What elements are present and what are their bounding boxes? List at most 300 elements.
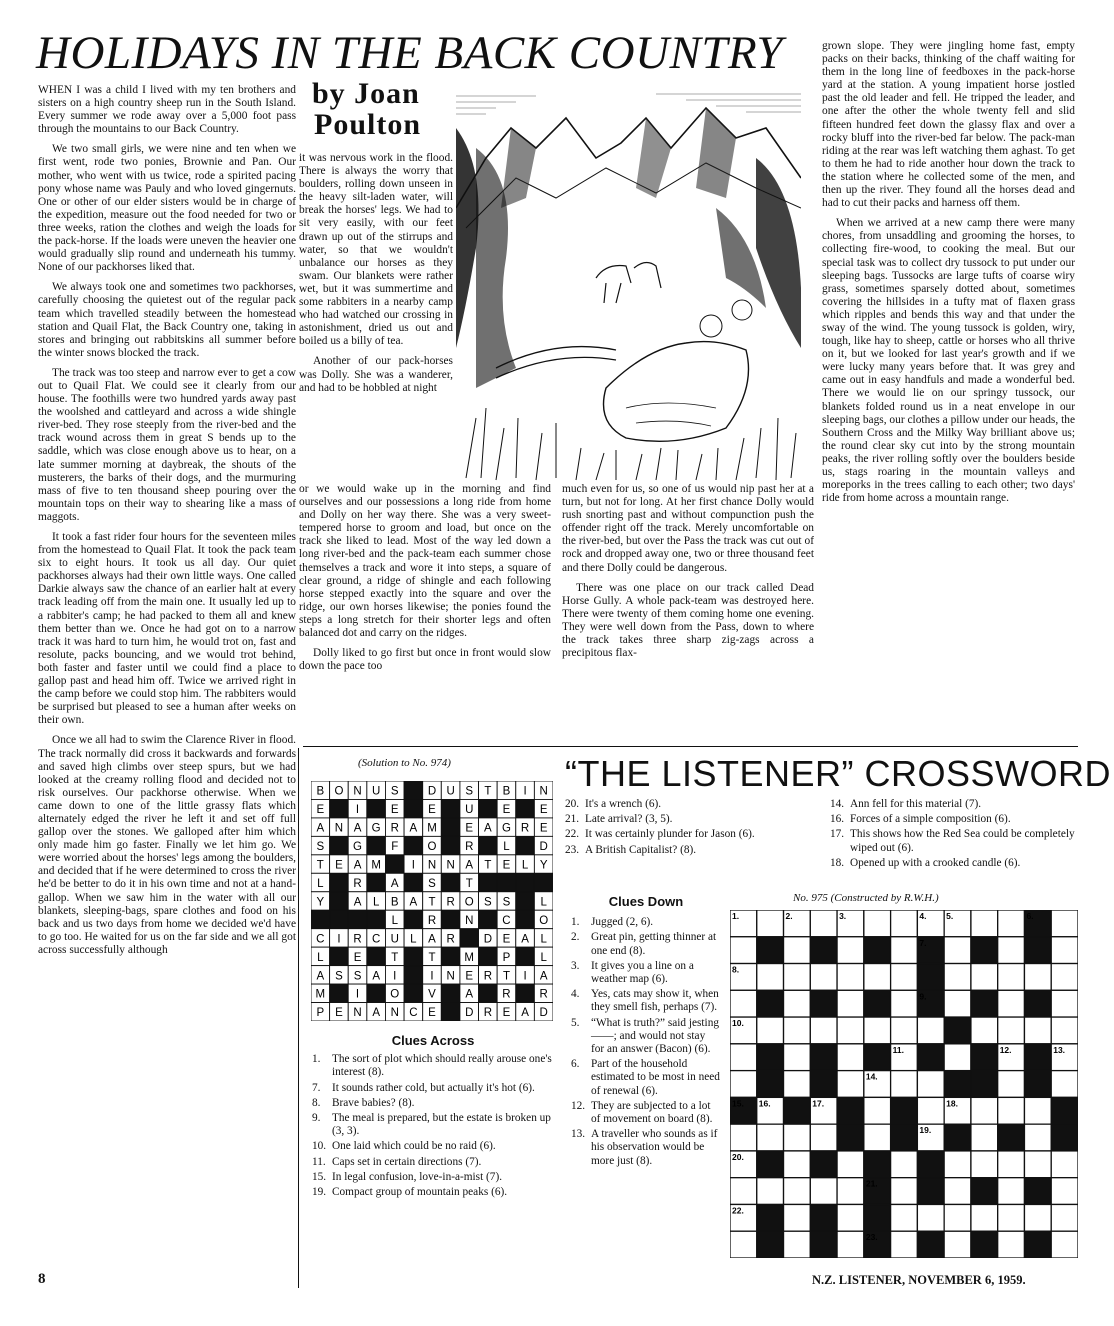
clue-text: One laid which could be no raid (6). xyxy=(332,1140,496,1153)
puzzle-cell[interactable] xyxy=(998,1204,1025,1231)
puzzle-cell[interactable] xyxy=(757,910,784,937)
puzzle-block xyxy=(1024,1071,1051,1098)
puzzle-cell[interactable] xyxy=(784,1151,811,1178)
clue-number: 2. xyxy=(571,931,580,944)
solution-letter: I xyxy=(337,933,341,946)
puzzle-cell[interactable] xyxy=(917,1204,944,1231)
puzzle-cell[interactable] xyxy=(944,1178,971,1205)
puzzle-block xyxy=(810,937,837,964)
solution-letter: S xyxy=(316,841,325,854)
puzzle-block xyxy=(837,1124,864,1151)
clues-across-panel xyxy=(312,1034,554,1201)
clue-item xyxy=(312,1171,554,1184)
clue-number: 13. xyxy=(571,1128,586,1141)
clue-number: 16. xyxy=(830,813,845,826)
solution-letter: T xyxy=(465,877,473,890)
puzzle-block xyxy=(757,1044,784,1071)
solution-letter: D xyxy=(539,1007,548,1020)
puzzle-cell[interactable] xyxy=(757,964,784,991)
puzzle-cell[interactable] xyxy=(810,1124,837,1151)
puzzle-cell[interactable] xyxy=(944,964,971,991)
puzzle-block xyxy=(944,1017,971,1044)
article-column-3 xyxy=(562,483,814,733)
clue-number: 15. xyxy=(312,1170,327,1183)
puzzle-cell[interactable] xyxy=(784,1231,811,1258)
puzzle-clue-number: 18. xyxy=(946,1098,958,1109)
byline-name: Poulton xyxy=(314,108,422,141)
puzzle-block xyxy=(944,1071,971,1098)
puzzle-block xyxy=(917,1231,944,1258)
column-divider xyxy=(298,748,299,1288)
article-paragraph: We always took one and sometimes two packhorses, carefully choosing the quietest out of the regular pack team which travelled steadily between the homestead station and Quail Flat, the Back Country one, taking in stores and bringing out rabbitskins all summer before the winter snows blocked the track. xyxy=(38,281,296,359)
byline-by: by Joan xyxy=(312,77,420,110)
solution-letter: I xyxy=(430,970,434,983)
puzzle-cell[interactable] xyxy=(1051,1178,1078,1205)
puzzle-cell[interactable] xyxy=(998,1178,1025,1205)
puzzle-clue-number: 8. xyxy=(732,964,740,975)
solution-letter: A xyxy=(316,822,325,835)
solution-letter: T xyxy=(484,859,492,872)
solution-letter: A xyxy=(465,859,474,872)
puzzle-cell[interactable] xyxy=(784,1124,811,1151)
puzzle-grid xyxy=(730,910,1078,1258)
puzzle-cell[interactable] xyxy=(971,964,998,991)
puzzle-cell[interactable] xyxy=(891,990,918,1017)
puzzle-cell[interactable] xyxy=(891,910,918,937)
puzzle-cell[interactable] xyxy=(917,1071,944,1098)
article-column-2a xyxy=(299,152,453,482)
clue-text: Yes, cats may show it, when they smell fish, perhaps (7). xyxy=(591,988,719,1014)
puzzle-block xyxy=(1024,1044,1051,1071)
solution-letter: L xyxy=(540,896,547,909)
clue-text: The sort of plot which should really arouse one's interest (8). xyxy=(332,1053,552,1079)
solution-block xyxy=(479,910,498,928)
solution-block xyxy=(441,1003,460,1021)
article-paragraph: Dolly liked to go first but once in front would slow down the pace too xyxy=(299,647,551,673)
puzzle-cell[interactable] xyxy=(757,1178,784,1205)
solution-letter: I xyxy=(355,988,360,1001)
solution-letter: E xyxy=(353,951,362,964)
puzzle-clue-number: 5. xyxy=(946,911,954,921)
solution-letter: N xyxy=(427,859,437,872)
puzzle-cell[interactable] xyxy=(837,990,864,1017)
clue-text: Jugged (2, 6). xyxy=(591,916,654,929)
article-paragraph: We two small girls, we were nine and ten when we first went, rode two ponies, Brownie and Pan. Our mother, who went with us twice, rode a spirited pacing pony whose name was Pauly and who loved gingernuts. One or other of our elder sisters would be in charge of the expedition, measure out the food needed for two or three weeks, ration the clothes and weigh the loads for the pack-horse. If the loads were uneven the heavier one would gradually slip round and underneath his tummy. None of our packhorses liked that. xyxy=(38,143,296,274)
puzzle-cell[interactable] xyxy=(730,1231,757,1258)
solution-letter: E xyxy=(316,804,325,817)
puzzle-block xyxy=(757,1151,784,1178)
puzzle-cell[interactable] xyxy=(757,1124,784,1151)
solution-block xyxy=(367,799,386,817)
puzzle-cell[interactable] xyxy=(864,1017,891,1044)
solution-letter: L xyxy=(521,859,529,872)
puzzle-cell[interactable] xyxy=(864,910,891,937)
article-paragraph: it was nervous work in the flood. There is always the worry that boulders, rolling down unseen in the heavy silt-laden water, will break the horses' legs. We had to sit very easily, with our feet drawn up out of the stirrups and water, so that we wouldn't unbalance our horses as they swam. Our blankets were rather wet, but it was summertime and some rabbiters in a nearby camp who had watched our crossing in astonishment, dried us out and boiled us a billy of tea. xyxy=(299,152,453,348)
puzzle-cell[interactable] xyxy=(784,964,811,991)
puzzle-cell[interactable] xyxy=(1051,910,1078,937)
puzzle-cell[interactable] xyxy=(784,937,811,964)
puzzle-cell[interactable] xyxy=(891,1151,918,1178)
solution-letter: A xyxy=(409,896,418,909)
puzzle-cell[interactable] xyxy=(891,1017,918,1044)
solution-letter: L xyxy=(391,914,398,927)
puzzle-cell[interactable] xyxy=(784,990,811,1017)
puzzle-cell[interactable] xyxy=(944,937,971,964)
solution-letter: L xyxy=(503,841,510,854)
puzzle-cell[interactable] xyxy=(1024,1124,1051,1151)
puzzle-cell[interactable] xyxy=(837,964,864,991)
clue-item xyxy=(830,828,1078,854)
solution-letter: I xyxy=(355,804,360,817)
clue-number: 18. xyxy=(830,856,845,869)
puzzle-cell[interactable] xyxy=(810,964,837,991)
clue-number: 1. xyxy=(571,916,580,929)
puzzle-clue-number: 10. xyxy=(732,1018,744,1029)
puzzle-cell[interactable] xyxy=(864,1124,891,1151)
solution-letter: P xyxy=(502,951,511,964)
article-paragraph: grown slope. They were jingling home fast, empty packs on their backs, thinking of the chaff waiting for them in the long line of feedboxes in the pack-horse yard at the station. A young impatient horse jostled past the old leader and fell. He tripped the leader, and one after the other the whole twenty fell and slid fifteen hundred feet down the glassy flax and over a rocky bluff into the river-bed far below. The pack-man riding at the rear was left watching them aghast. To get to them he had to ride another hour down the track to the station where he collected some of the men, and then up the river. They found all the horses dead and had to cut their packs and harness off them. xyxy=(822,40,1075,210)
clue-number: 7. xyxy=(312,1081,321,1094)
puzzle-cell[interactable] xyxy=(1051,1151,1078,1178)
puzzle-cell[interactable] xyxy=(837,1204,864,1231)
puzzle-block xyxy=(757,1071,784,1098)
solution-block xyxy=(367,873,386,891)
clue-item xyxy=(830,798,1078,811)
puzzle-clue-number: 20. xyxy=(732,1151,744,1162)
article-paragraph: The track was too steep and narrow ever to get a cow out to Quail Flat. We could see it clearly from our house. The foothills were two hundred yards away past the woolshed and cattleyard and across a wide shingle river-bed. They rose steeply from the river-bed and the track wound across them in great S bends up to the saddle, which was close enough above us to hear, on a late summer morning at daybreak, the shouts of the musterers, the barks of their dogs, and the murmuring mass of five to ten thousand sheep pouring over the mountain tops on their way to shearing like a mass of maggots. xyxy=(38,366,296,523)
puzzle-clue-number: 9. xyxy=(919,991,927,1002)
clue-text: Great pin, getting thinner at one end (8). xyxy=(591,931,717,957)
solution-letter: C xyxy=(502,914,511,927)
puzzle-cell[interactable] xyxy=(891,964,918,991)
clue-number: 3. xyxy=(571,959,580,972)
solution-letter: G xyxy=(353,841,363,854)
clue-text: It's a wrench (6). xyxy=(585,798,662,810)
solution-block xyxy=(441,984,460,1002)
clue-text: A traveller who sounds as if his observation would be more just (8). xyxy=(591,1128,718,1167)
solution-letter: R xyxy=(502,988,511,1001)
solution-letter: V xyxy=(428,988,436,1001)
puzzle-cell[interactable] xyxy=(1024,1017,1051,1044)
solution-block xyxy=(348,910,367,928)
puzzle-cell[interactable] xyxy=(730,990,757,1017)
puzzle-cell[interactable] xyxy=(1051,1017,1078,1044)
solution-block xyxy=(534,873,553,891)
puzzle-block xyxy=(1051,1124,1078,1151)
solution-block xyxy=(441,873,460,891)
clue-text: The meal is prepared, but the estate is broken up (3, 3). xyxy=(332,1112,551,1138)
solution-letter: M xyxy=(371,859,381,872)
solution-letter: T xyxy=(316,859,324,872)
solution-block xyxy=(404,910,423,928)
solution-letter: A xyxy=(353,859,362,872)
solution-block xyxy=(330,799,349,817)
puzzle-cell[interactable] xyxy=(971,910,998,937)
solution-letter: B xyxy=(502,785,511,798)
puzzle-clue-number: 15. xyxy=(732,1098,744,1109)
clue-item xyxy=(565,828,815,841)
puzzle-cell[interactable] xyxy=(944,990,971,1017)
puzzle-cell[interactable] xyxy=(891,1204,918,1231)
puzzle-cell[interactable] xyxy=(971,1124,998,1151)
puzzle-block xyxy=(864,1044,891,1071)
clue-item xyxy=(571,960,721,986)
puzzle-cell[interactable] xyxy=(864,964,891,991)
puzzle-cell[interactable] xyxy=(757,1017,784,1044)
puzzle-cell[interactable] xyxy=(1051,1231,1078,1258)
solution-letter: E xyxy=(502,804,511,817)
solution-letter: O xyxy=(334,785,344,798)
solution-letter: E xyxy=(502,1007,511,1020)
solution-block xyxy=(404,836,423,854)
solution-letter: T xyxy=(484,785,492,798)
puzzle-cell[interactable] xyxy=(998,1151,1025,1178)
clue-item xyxy=(571,916,721,929)
solution-letter: R xyxy=(539,988,548,1001)
solution-letter: R xyxy=(390,822,399,835)
solution-letter: R xyxy=(483,970,493,983)
solution-letter: E xyxy=(428,804,436,817)
solution-grid xyxy=(311,781,553,1021)
solution-block xyxy=(516,892,535,910)
puzzle-clue-number: 22. xyxy=(732,1205,744,1216)
solution-letter: T xyxy=(428,896,436,909)
puzzle-cell[interactable] xyxy=(837,937,864,964)
puzzle-cell[interactable] xyxy=(998,1017,1025,1044)
clue-item xyxy=(312,1156,554,1169)
puzzle-cell[interactable] xyxy=(1051,990,1078,1017)
solution-letter: B xyxy=(316,785,325,798)
solution-letter: B xyxy=(390,896,399,909)
clue-number: 11. xyxy=(312,1155,326,1168)
solution-block xyxy=(367,836,386,854)
puzzle-cell[interactable] xyxy=(917,1097,944,1124)
clue-item xyxy=(312,1053,554,1079)
puzzle-cell[interactable] xyxy=(944,1231,971,1258)
puzzle-block xyxy=(917,1044,944,1071)
solution-letter: L xyxy=(540,951,547,964)
article-paragraph: Once we all had to swim the Clarence River in flood. The track normally did cross it backwards and forwards and saved high climbs over steep spurs, but we had looked at the creamy rolling flood and decided not to risk ourselves. Our packhorse otherwise. When we came down to one of the little grassy flats which alternately edged the river he left it and set off full gallop over the stones. We galloped after him which only made him go faster. Finally we let him go. We were worried about the horses' legs among the boulders, and decided that if he were determined to cross the river he'd be better to do it in his own time and not at a hand-gallop. When we saw him in the water with all our blankets, sleeping-bags, spare clothes and food on his back and us two days from home we decided we'd have to go too. He waited for us on the far side and we all got across successfully although xyxy=(38,734,296,956)
solution-letter: I xyxy=(411,859,415,872)
solution-letter: E xyxy=(428,1007,436,1020)
puzzle-cell[interactable] xyxy=(971,1017,998,1044)
article-byline xyxy=(312,78,421,140)
clue-item xyxy=(312,1186,554,1199)
solution-letter: L xyxy=(317,877,324,890)
solution-letter: A xyxy=(409,822,418,835)
clues-down-continued xyxy=(830,798,1078,872)
solution-letter: C xyxy=(316,933,325,946)
puzzle-clue-number: 3. xyxy=(839,911,847,921)
puzzle-cell[interactable] xyxy=(837,1071,864,1098)
puzzle-cell[interactable] xyxy=(784,1017,811,1044)
solution-letter: D xyxy=(465,1007,474,1020)
puzzle-cell[interactable] xyxy=(784,1204,811,1231)
clue-number: 4. xyxy=(571,988,580,1001)
solution-letter: N xyxy=(390,1007,399,1020)
puzzle-cell[interactable] xyxy=(730,1071,757,1098)
puzzle-cell[interactable] xyxy=(810,1017,837,1044)
clue-item xyxy=(571,1058,721,1098)
solution-letter: Y xyxy=(539,859,548,872)
puzzle-block xyxy=(891,1124,918,1151)
clue-text: Brave babies? (8). xyxy=(332,1096,415,1109)
puzzle-cell[interactable] xyxy=(1051,937,1078,964)
puzzle-block xyxy=(917,964,944,991)
solution-block xyxy=(441,910,460,928)
puzzle-cell[interactable] xyxy=(1024,964,1051,991)
solution-letter: U xyxy=(465,804,474,817)
puzzle-clue-number: 21. xyxy=(865,1178,878,1189)
puzzle-cell[interactable] xyxy=(730,1178,757,1205)
solution-block xyxy=(441,818,460,836)
solution-letter: L xyxy=(540,933,547,946)
solution-letter: R xyxy=(353,933,362,946)
puzzle-block xyxy=(810,1071,837,1098)
puzzle-block xyxy=(757,1231,784,1258)
mountain-illustration xyxy=(456,88,801,481)
solution-letter: E xyxy=(390,804,399,817)
puzzle-cell[interactable] xyxy=(810,910,837,937)
puzzle-block xyxy=(998,1124,1025,1151)
clue-item xyxy=(571,1017,721,1057)
puzzle-block xyxy=(864,990,891,1017)
puzzle-cell[interactable] xyxy=(1051,1204,1078,1231)
clue-text: “What is truth?” said jesting ——; and would not stay for an answer (Bacon) (6). xyxy=(591,1016,719,1056)
puzzle-cell[interactable] xyxy=(891,1178,918,1205)
puzzle-cell[interactable] xyxy=(971,1151,998,1178)
puzzle-cell[interactable] xyxy=(891,1071,918,1098)
solution-letter: S xyxy=(428,877,436,890)
solution-letter: D xyxy=(539,841,548,854)
article-paragraph: There was one place on our track called Dead Horse Gully. A whole pack-team was destroyed here. There were twenty of them coming home one evening. They were well down from the Pass, down to where the track takes three sharp zig-zags across a precipitous flax- xyxy=(562,581,814,660)
puzzle-clue-number: 1. xyxy=(732,911,740,921)
puzzle-cell[interactable] xyxy=(998,1231,1025,1258)
clue-text: Ann fell for this material (7). xyxy=(850,798,982,810)
solution-letter: S xyxy=(502,896,511,909)
puzzle-cell[interactable] xyxy=(730,937,757,964)
article-column-4 xyxy=(822,40,1075,735)
puzzle-cell[interactable] xyxy=(810,1178,837,1205)
clue-text: They are subjected to a lot of movement on board (8). xyxy=(591,1099,713,1126)
puzzle-cell[interactable] xyxy=(837,1178,864,1205)
clue-text: It sounds rather cold, but actually it's hot (6). xyxy=(332,1081,535,1094)
solution-letter: I xyxy=(523,785,527,798)
clue-number: 9. xyxy=(312,1112,321,1125)
puzzle-clue-number: 13. xyxy=(1053,1044,1066,1055)
solution-letter: T xyxy=(428,951,436,964)
puzzle-cell[interactable] xyxy=(1024,1204,1051,1231)
puzzle-clue-number: 6. xyxy=(1026,911,1034,921)
solution-block xyxy=(404,947,423,965)
puzzle-cell[interactable] xyxy=(998,990,1025,1017)
puzzle-block xyxy=(1024,937,1051,964)
solution-letter: A xyxy=(353,822,362,835)
puzzle-cell[interactable] xyxy=(1024,1151,1051,1178)
puzzle-cell[interactable] xyxy=(837,1151,864,1178)
article-paragraph: Another of our pack-horses was Dolly. She was a wanderer, and had to be hobbled at night xyxy=(299,355,453,394)
puzzle-cell[interactable] xyxy=(837,1017,864,1044)
clue-text: Compact group of mountain peaks (6). xyxy=(332,1186,508,1199)
puzzle-cell[interactable] xyxy=(944,1151,971,1178)
solution-letter: R xyxy=(483,1007,493,1020)
solution-block xyxy=(330,836,349,854)
puzzle-cell[interactable] xyxy=(891,1231,918,1258)
solution-block xyxy=(330,984,349,1002)
clue-text: Part of the household estimated to be most in need of renewal (6). xyxy=(591,1058,720,1097)
puzzle-cell[interactable] xyxy=(998,1071,1025,1098)
puzzle-cell[interactable] xyxy=(891,937,918,964)
puzzle-cell[interactable] xyxy=(998,910,1025,937)
puzzle-block xyxy=(917,1178,944,1205)
puzzle-cell[interactable] xyxy=(837,1231,864,1258)
clue-item xyxy=(830,813,1078,826)
puzzle-cell[interactable] xyxy=(944,1204,971,1231)
puzzle-cell[interactable] xyxy=(784,1178,811,1205)
puzzle-block xyxy=(971,990,998,1017)
puzzle-clue-number: 11. xyxy=(892,1044,904,1055)
clues-down-panel xyxy=(571,895,721,1170)
puzzle-cell[interactable] xyxy=(837,1044,864,1071)
solution-letter: L xyxy=(410,933,417,946)
clue-number: 1. xyxy=(312,1053,321,1066)
solution-letter: E xyxy=(465,970,474,983)
solution-letter: N xyxy=(465,914,474,927)
clue-number: 14. xyxy=(830,798,845,810)
puzzle-cell[interactable] xyxy=(730,1124,757,1151)
solution-letter: N xyxy=(446,970,455,983)
puzzle-cell[interactable] xyxy=(917,1017,944,1044)
solution-letter: G xyxy=(501,822,511,835)
puzzle-cell[interactable] xyxy=(730,1044,757,1071)
clue-text: A British Capitalist? (8). xyxy=(585,843,697,856)
clue-number: 8. xyxy=(312,1096,321,1109)
puzzle-block xyxy=(784,1097,811,1124)
puzzle-cell[interactable] xyxy=(998,937,1025,964)
puzzle-cell[interactable] xyxy=(864,1097,891,1124)
puzzle-cell[interactable] xyxy=(1051,1071,1078,1098)
solution-block xyxy=(330,873,349,891)
puzzle-block xyxy=(864,1204,891,1231)
article-title: HOLIDAYS IN THE BACK COUNTRY xyxy=(36,27,783,79)
solution-block xyxy=(441,799,460,817)
solution-block xyxy=(404,966,423,984)
puzzle-clue-number: 23. xyxy=(865,1232,878,1243)
solution-letter: R xyxy=(427,914,437,927)
puzzle-cell[interactable] xyxy=(998,964,1025,991)
puzzle-cell[interactable] xyxy=(944,1044,971,1071)
puzzle-cell[interactable] xyxy=(971,1204,998,1231)
puzzle-cell[interactable] xyxy=(1024,1097,1051,1124)
clue-item xyxy=(312,1097,554,1110)
clue-text: Forces of a simple composition (6). xyxy=(850,813,1011,826)
solution-letter: N xyxy=(353,785,362,798)
solution-letter: E xyxy=(539,804,548,817)
clue-item xyxy=(312,1112,554,1138)
solution-letter: U xyxy=(390,933,399,946)
puzzle-cell[interactable] xyxy=(971,1097,998,1124)
solution-block xyxy=(497,873,516,891)
puzzle-cell[interactable] xyxy=(998,1097,1025,1124)
clue-number: 12. xyxy=(571,1099,586,1112)
puzzle-cell[interactable] xyxy=(784,1071,811,1098)
clues-across-continued xyxy=(565,798,815,859)
solution-block xyxy=(479,799,498,817)
puzzle-cell[interactable] xyxy=(784,1044,811,1071)
puzzle-cell[interactable] xyxy=(1051,964,1078,991)
solution-block xyxy=(404,984,423,1002)
solution-letter: R xyxy=(520,822,530,835)
